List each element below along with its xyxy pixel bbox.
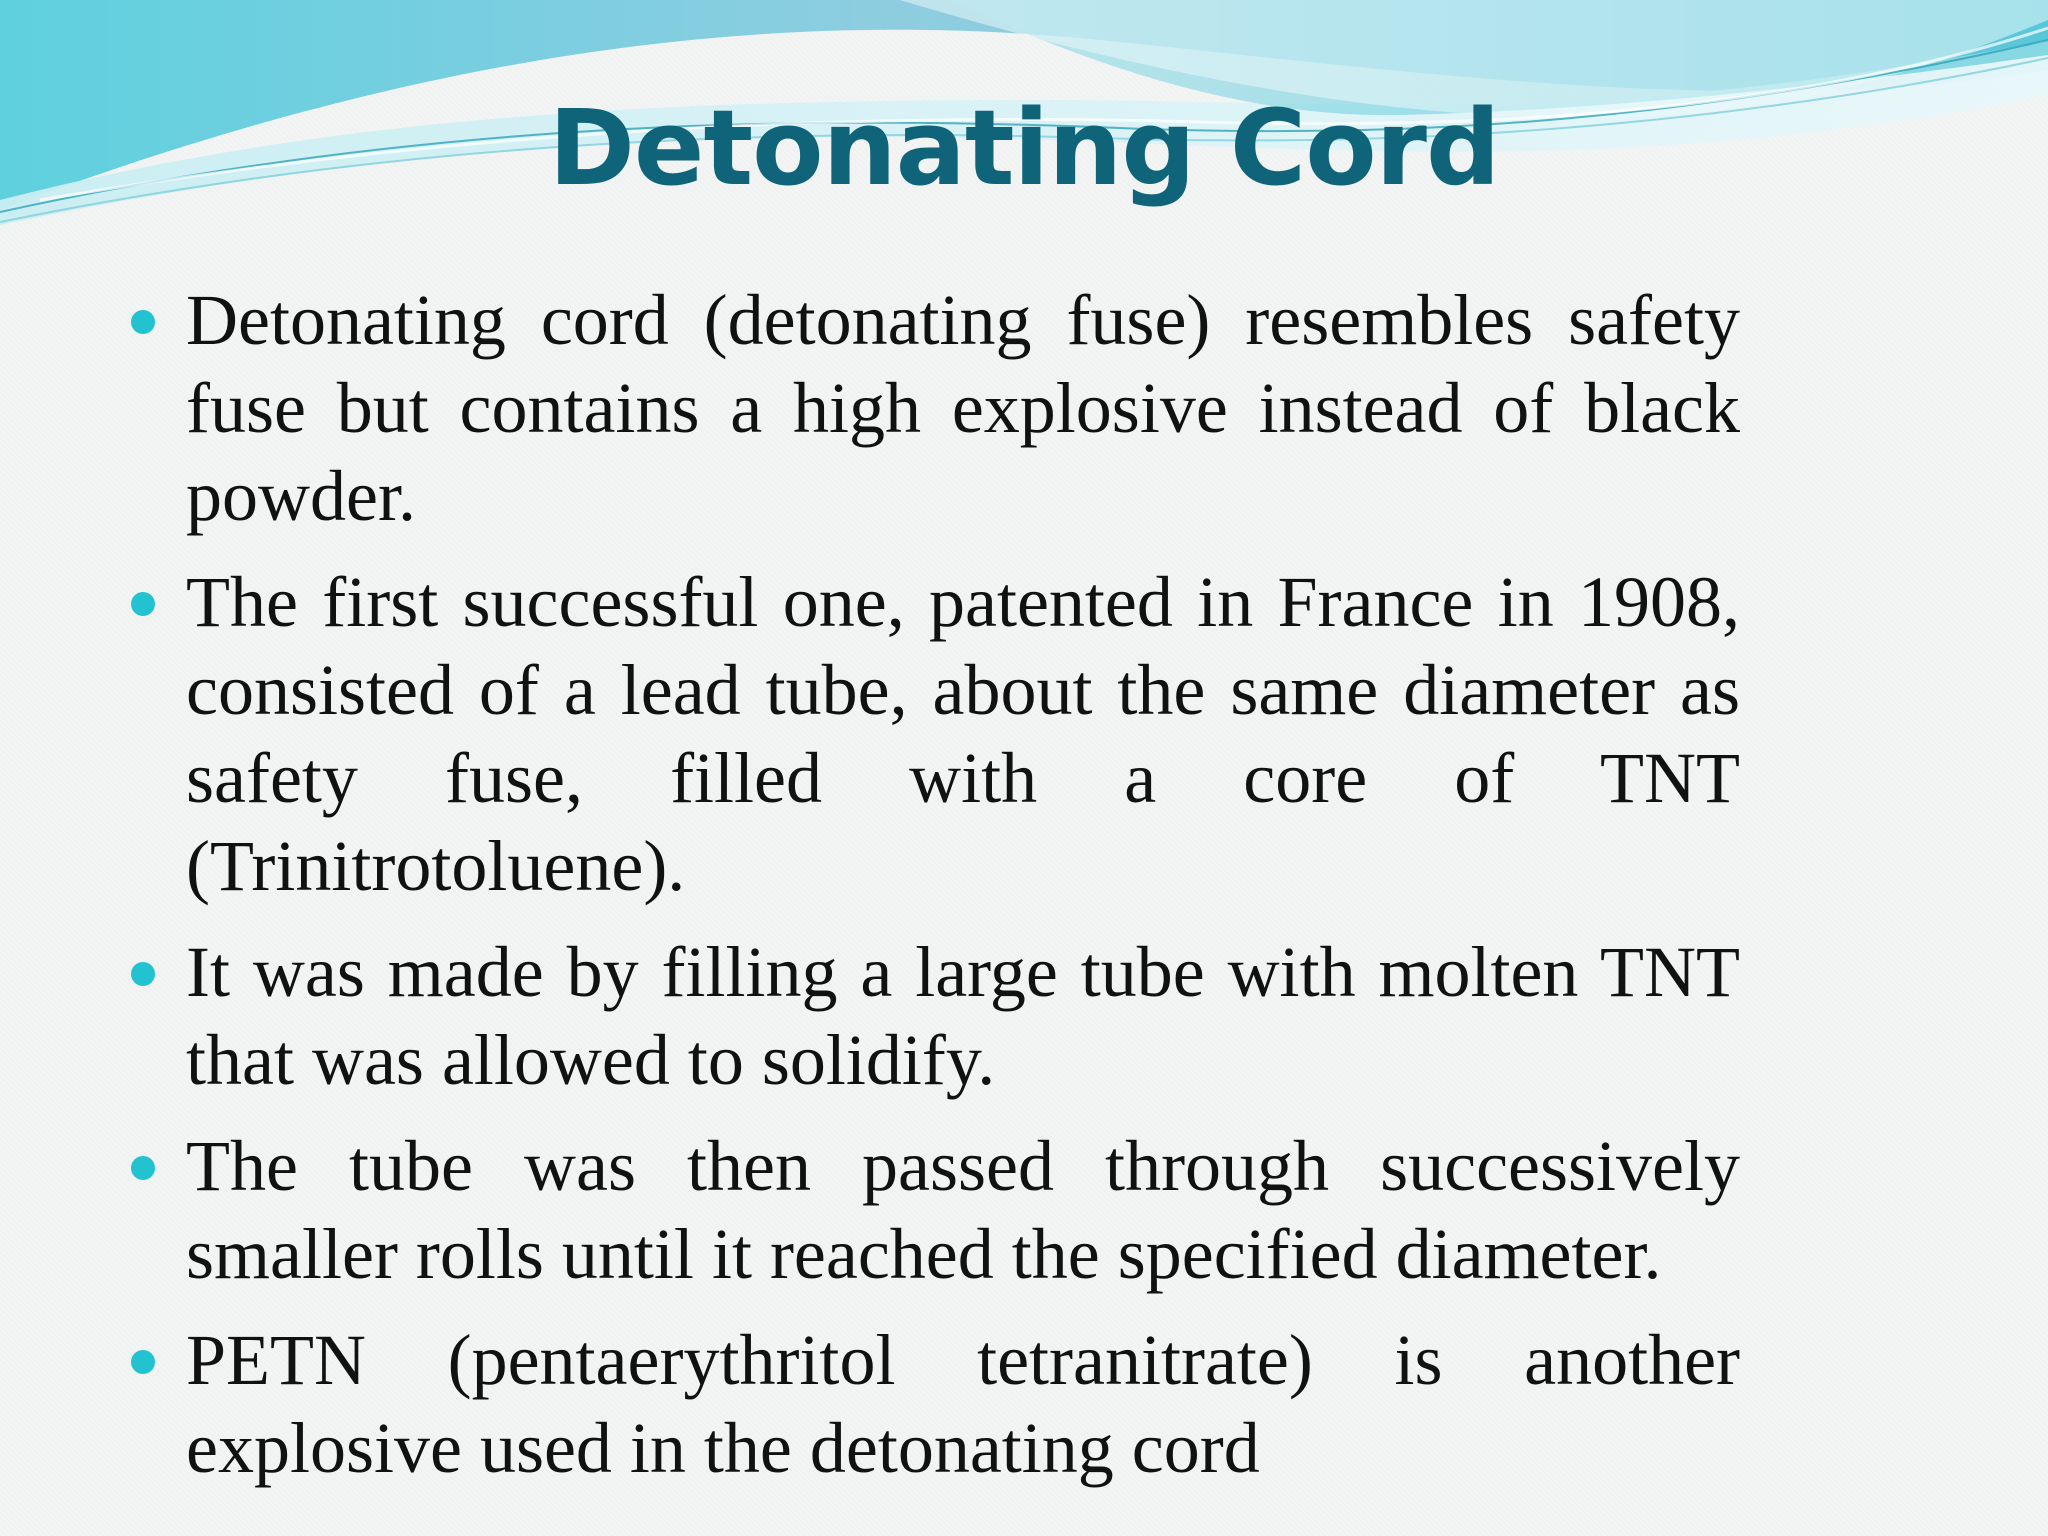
bullet-dot-icon (131, 1156, 155, 1180)
bullet-dot-icon (131, 310, 155, 334)
bullet-item-1 (0, 276, 1740, 540)
slide-title: Detonating Cord (548, 87, 1500, 209)
bullet-dot-icon (131, 592, 155, 616)
bullet-item-3 (0, 928, 1740, 1104)
bullet-item-4 (0, 1122, 1740, 1298)
bullet-text: It was made by filling a large tube with molten TNT that was allowed to solidify. (186, 932, 1740, 1100)
bullet-item-2 (0, 558, 1740, 910)
bullet-dot-icon (131, 962, 155, 986)
bullet-item-5 (0, 1316, 1740, 1492)
bullet-text: Detonating cord (detonating fuse) resembles safety fuse but contains a high explosive instead of black powder. (186, 280, 1740, 536)
bullet-text: The first successful one, patented in France in 1908, consisted of a lead tube, about the same diameter as safety fuse, filled with a core of TNT (Trinitrotoluene). (186, 562, 1740, 906)
bullet-text: The tube was then passed through successively smaller rolls until it reached the specified diameter. (186, 1126, 1740, 1294)
bullet-dot-icon (131, 1350, 155, 1374)
bullet-list (0, 276, 2048, 1504)
bullet-text: PETN (pentaerythritol tetranitrate) is another explosive used in the detonating cord (186, 1320, 1740, 1488)
